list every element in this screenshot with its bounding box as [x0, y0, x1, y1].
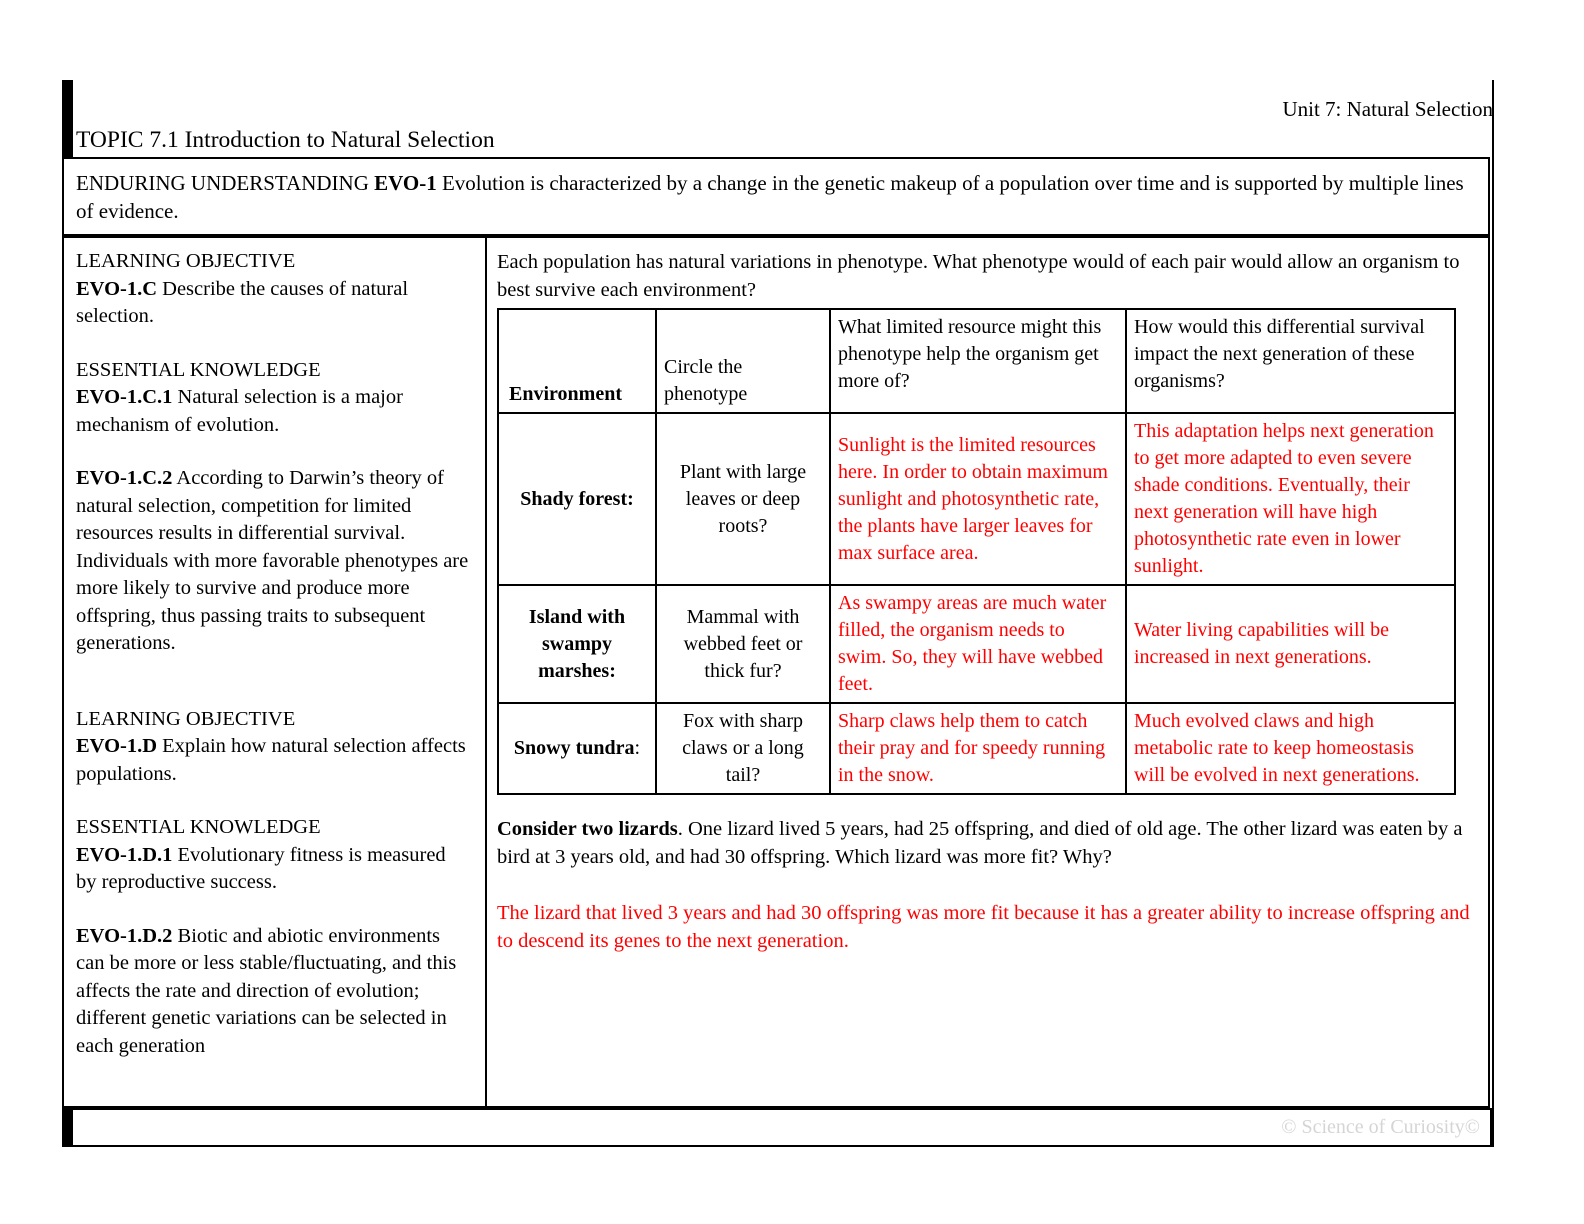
- cell-limited-resource-answer[interactable]: Sharp claws help them to catch their pray and for speedy running in the snow.: [830, 703, 1126, 794]
- standard-evo-1-c-2: [76, 465, 471, 658]
- enduring-understanding-text: Evolution is characterized by a change in the genetic makeup of a population over time and is supported by multiple lines of evidence.: [76, 171, 1464, 223]
- environment-label: Island with swampy marshes:: [528, 605, 626, 682]
- standard-evo-1-c-1: [76, 384, 471, 439]
- cell-limited-resource-answer[interactable]: As swampy areas are much water filled, the organism needs to swim. So, they will have webbed feet.: [830, 585, 1126, 703]
- standard-code: EVO-1.D.2: [76, 924, 173, 947]
- standard-text: Evolutionary fitness is measured by reproductive success.: [76, 843, 446, 893]
- spacer: [76, 658, 471, 684]
- cell-phenotype[interactable]: Fox with sharp claws or a long tail?: [656, 703, 830, 794]
- table-row: [498, 585, 1455, 703]
- cell-next-generation-answer[interactable]: Much evolved claws and high metabolic rate to keep homeostasis will be evolved in next generations.: [1126, 703, 1455, 794]
- main-content: [62, 236, 1490, 1108]
- standard-text: Describe the causes of natural selection.: [76, 277, 409, 327]
- copyright-watermark: © Science of Curiosity©: [1281, 1116, 1480, 1138]
- footer-band: [62, 1108, 1492, 1147]
- environment-label: Snowy tundra: [513, 737, 635, 759]
- column-header-circle-phenotype: Circle the phenotype: [656, 309, 830, 413]
- enduring-understanding-band: [62, 157, 1490, 236]
- right-column-activity: [487, 236, 1490, 1108]
- standard-code: EVO-1.C: [76, 277, 158, 300]
- phenotype-table: [497, 308, 1456, 795]
- spacer: [76, 331, 471, 357]
- standard-evo-1-d-1: [76, 842, 471, 897]
- standard-text: Biotic and abiotic environments can be more or less stable/fluctuating, and this affects the rate and direction of evolution; different genetic variations can be selected in each generation: [76, 924, 457, 1057]
- cell-next-generation-answer[interactable]: This adaptation helps next generation to get more adapted to even severe shade conditions. Eventually, their next generation will have high photosynthetic rate even in lower sunlight.: [1126, 413, 1455, 585]
- spacer: [76, 788, 471, 814]
- standard-code: EVO-1.D: [76, 735, 158, 757]
- spacer: [76, 684, 471, 706]
- lizard-question-block: [497, 815, 1472, 955]
- column-header-limited-resource: What limited resource might this phenotype help the organism get more of?: [830, 309, 1126, 413]
- page-title: TOPIC 7.1 Introduction to Natural Selection: [76, 127, 495, 153]
- standard-evo-1-d: [76, 733, 471, 788]
- cell-phenotype[interactable]: Plant with large leaves or deep roots?: [656, 413, 830, 585]
- standard-code: EVO-1.C.1: [76, 386, 173, 408]
- environment-label: Shady forest:: [520, 487, 634, 510]
- cell-next-generation-answer[interactable]: Water living capabilities will be increased in next generations.: [1126, 585, 1455, 703]
- page-right-rule: [1492, 80, 1494, 1147]
- cell-limited-resource-answer[interactable]: Sunlight is the limited resources here. In order to obtain maximum sunlight and photosynthetic rate, the plants have larger leaves for max surface area.: [830, 413, 1126, 585]
- standard-evo-1-d-2: [76, 923, 471, 1061]
- column-header-environment: Environment: [498, 309, 656, 413]
- cell-environment: [498, 585, 656, 703]
- phenotype-question-intro: Each population has natural variations in phenotype. What phenotype would of each pair would allow an organism to best survive each environment?: [497, 251, 1460, 301]
- table-row: [498, 703, 1455, 794]
- lizard-prompt: [497, 815, 1472, 871]
- essential-knowledge-heading-c1: ESSENTIAL KNOWLEDGE: [76, 358, 321, 381]
- environment-label-suffix: :: [634, 737, 641, 759]
- enduring-understanding-code: EVO-1: [374, 171, 437, 195]
- learning-objective-heading-c: LEARNING OBJECTIVE: [76, 250, 296, 272]
- enduring-understanding-label: ENDURING UNDERSTANDING: [76, 171, 375, 195]
- standard-text: According to Darwin’s theory of natural selection, competition for limited resources results in differential survival. Individuals with more favorable phenotypes are more likely to survive and produce more offspring, thus passing traits to subsequent generations.: [76, 467, 469, 654]
- table-row: [498, 413, 1455, 585]
- lizard-prompt-body: . One lizard lived 5 years, had 25 offspring, and died of old age. The other lizard was eaten by a bird at 3 years old, and had 30 offspring. Which lizard was more fit? Why?: [497, 818, 1463, 868]
- unit-header: Unit 7: Natural Selection: [1282, 97, 1493, 121]
- standard-text: Explain how natural selection affects populations.: [76, 735, 466, 785]
- standard-code: EVO-1.D.1: [76, 843, 173, 866]
- spacer: [76, 897, 471, 923]
- cell-phenotype[interactable]: Mammal with webbed feet or thick fur?: [656, 585, 830, 703]
- standard-text: Natural selection is a major mechanism of evolution.: [76, 386, 403, 436]
- left-column-standards: [62, 236, 487, 1108]
- lizard-prompt-lead: Consider two lizards: [497, 818, 678, 840]
- essential-knowledge-heading-d1: ESSENTIAL KNOWLEDGE: [76, 816, 321, 838]
- cell-environment: [498, 703, 656, 794]
- lizard-answer[interactable]: The lizard that lived 3 years and had 30 offspring was more fit because it has a greater ability to increase offspring and to descend its genes to the next generation.: [497, 902, 1470, 952]
- table-header-row: [498, 309, 1455, 413]
- learning-objective-heading-d: LEARNING OBJECTIVE: [76, 707, 296, 730]
- spacer: [76, 439, 471, 465]
- column-header-next-generation: How would this differential survival impact the next generation of these organisms?: [1126, 309, 1455, 413]
- cell-environment: [498, 413, 656, 585]
- standard-code: EVO-1.C.2: [76, 467, 173, 489]
- standard-evo-1-c: [76, 276, 471, 331]
